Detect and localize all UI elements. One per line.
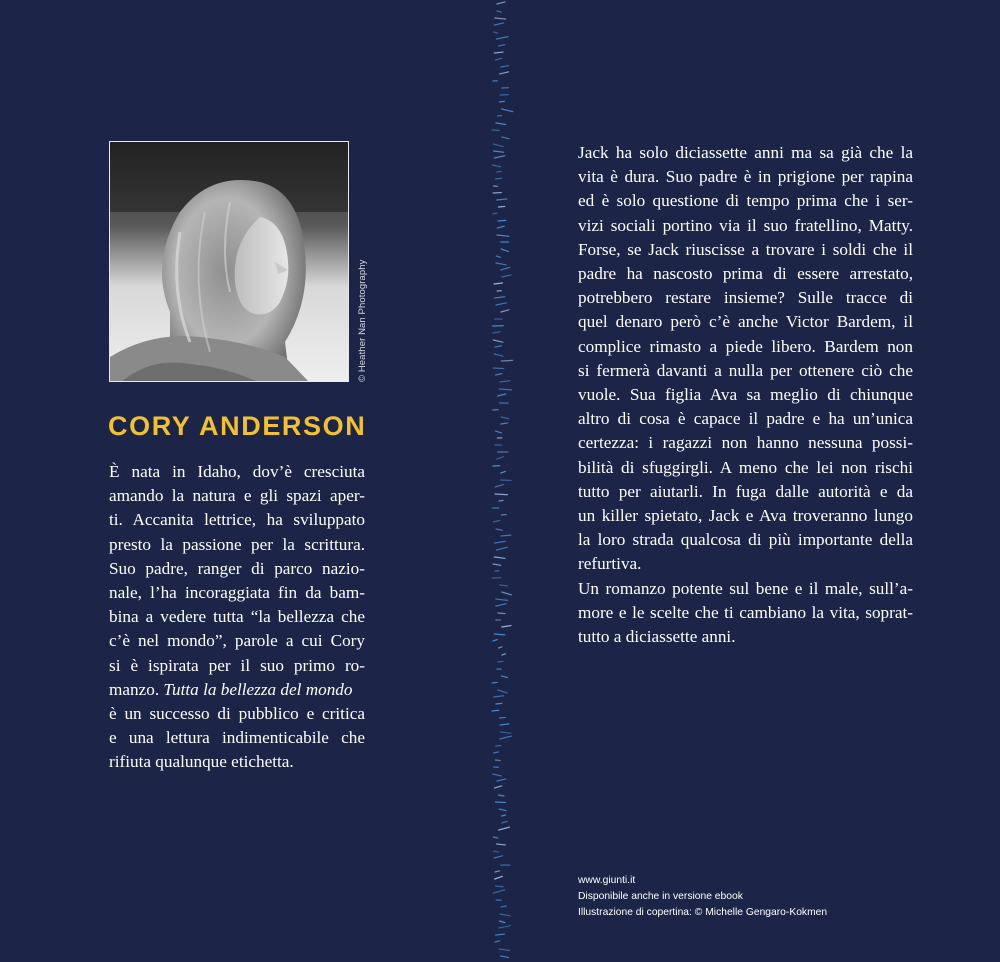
spine-stitch xyxy=(494,32,498,33)
blurb-line: vita è dura. Suo padre è in prigione per rapina xyxy=(578,167,913,187)
spine-stitch xyxy=(500,72,509,74)
spine-stitch xyxy=(496,37,508,39)
spine-stitch xyxy=(495,941,500,942)
spine-stitch xyxy=(497,547,507,550)
spine-stitch xyxy=(496,303,507,305)
spine-stitch xyxy=(499,647,502,648)
blurb-line: Jack ha solo diciassette anni ma sa già che la xyxy=(578,143,913,162)
spine-stitch xyxy=(496,886,503,887)
spine-stitch xyxy=(494,752,499,753)
spine-stitch xyxy=(495,494,507,495)
spine-stitch xyxy=(500,732,510,733)
spine-stitch xyxy=(498,206,504,207)
spine-stitch xyxy=(493,640,497,641)
spine-stitch xyxy=(499,926,510,928)
spine-stitch xyxy=(496,178,502,179)
author-bio xyxy=(109,460,365,775)
spine-stitch xyxy=(500,585,508,586)
spine-stitch xyxy=(499,949,509,951)
spine-stitch xyxy=(499,500,503,501)
spine-stitch xyxy=(494,151,504,152)
spine-stitch xyxy=(493,340,503,342)
spine-stitch xyxy=(500,914,510,916)
spine-stitch xyxy=(499,827,510,830)
spine-stitch xyxy=(494,156,505,158)
spine-stitch xyxy=(499,45,505,46)
spine-stitch xyxy=(501,417,508,419)
spine-stitch xyxy=(499,101,504,102)
book-title: Tutta la bellezza del mondo xyxy=(163,679,353,699)
spine-stitch xyxy=(501,310,509,312)
blurb-line: potrebbero restare insieme? Sulle tracce di xyxy=(578,288,913,308)
spine-stitch xyxy=(494,856,503,858)
spine-stitch xyxy=(497,199,507,200)
spine-stitch xyxy=(496,604,506,606)
spine-stitch xyxy=(496,374,502,375)
spine-stitch xyxy=(496,431,502,433)
spine-stitch xyxy=(496,703,502,704)
spine-stitch xyxy=(497,226,504,228)
ebook-note: Disponibile anche in versione ebook xyxy=(578,891,743,902)
blurb-line: si fermerà davanti a nulla per ottenere ciò che xyxy=(578,360,913,380)
bio-line: e una lettura indimenticabile che xyxy=(109,728,365,748)
spine-stitch xyxy=(499,921,505,923)
blurb-line: bilità di sfuggirgli. A meno che lei non rischi xyxy=(578,457,913,477)
bio-line: amando la natura e gli spazi aper- xyxy=(109,486,365,506)
spine-stitch xyxy=(502,654,505,655)
blurb-line: padre ha nascosto prima di essere arrestato, xyxy=(578,264,913,284)
spine-stitch xyxy=(497,235,509,236)
blurb-line: complice rimasto a piede libero. Bardem non xyxy=(578,336,913,356)
spine-stitch xyxy=(497,779,506,781)
spine-stitch xyxy=(494,354,503,356)
bio-line: bina a vedere tutta “la bellezza che xyxy=(109,607,365,627)
spine-stitch xyxy=(502,109,513,112)
bio-line: è un successo di pubblico e critica xyxy=(109,704,365,724)
spine-stitch xyxy=(496,123,506,124)
spine-stitch xyxy=(501,906,506,907)
bio-line: rifiuta qualunque etichetta. xyxy=(109,752,294,772)
blurb-line: Un romanzo potente sul bene e il male, sull’a- xyxy=(578,578,913,598)
spine-stitch xyxy=(495,876,503,879)
spine-stitch xyxy=(496,58,502,60)
author-photo xyxy=(109,141,349,382)
spine-stitch xyxy=(497,171,501,172)
spine-stitch xyxy=(499,795,504,796)
blurb-line: tutto a diciassette anni. xyxy=(578,627,736,647)
spine-stitch xyxy=(498,394,506,396)
spine-stitch xyxy=(493,890,504,893)
spine-stitch xyxy=(494,297,504,298)
spine-stitch xyxy=(501,956,509,958)
spine-stitch xyxy=(494,786,501,788)
spine-stitch xyxy=(497,457,504,459)
spine-stitch xyxy=(493,213,497,214)
bio-line: presto la passione per la scrittura. xyxy=(109,534,365,554)
spine-stitch xyxy=(500,381,510,382)
spine-stitch xyxy=(495,934,504,935)
spine-stitch xyxy=(497,2,505,4)
spine-stitch xyxy=(492,165,500,167)
spine-stitch xyxy=(495,760,500,761)
spine-stitch xyxy=(494,557,505,558)
book-blurb xyxy=(578,141,913,649)
spine-stitch xyxy=(496,599,508,600)
spine-stitch xyxy=(492,710,499,711)
author-name: CORY ANDERSON xyxy=(108,411,367,441)
blurb-line: ed è solo questione di tempo prima che i ser- xyxy=(578,191,913,211)
spine-stitch xyxy=(493,368,503,369)
spine-stitch xyxy=(494,696,504,697)
blurb-line: tutto per aiutarli. In fuga dalle autorità e da xyxy=(578,481,913,501)
bio-line: si è ispirata per il suo primo ro- xyxy=(109,655,365,675)
spine-stitch xyxy=(494,52,503,53)
spine-stitch xyxy=(495,485,503,487)
spine-stitch xyxy=(501,267,510,270)
bio-line: c’è nel mondo”, parole a cui Cory xyxy=(109,631,365,651)
spine-stitch xyxy=(502,815,506,816)
spine-stitch xyxy=(501,249,508,252)
blurb-line: la loro strada qualcosa di più importante della xyxy=(578,530,913,550)
spine-stitch xyxy=(494,851,499,852)
spine-stitch xyxy=(498,613,505,614)
spine-stitch xyxy=(497,844,506,845)
spine-stitch xyxy=(493,520,499,522)
spine-stitch xyxy=(498,661,503,662)
photo-credit: © Heather Nan Photography xyxy=(357,259,368,382)
spine-stitch xyxy=(494,634,504,635)
spine-stitch xyxy=(496,263,506,265)
spine-stitch xyxy=(498,220,506,221)
spine-stitch xyxy=(502,275,511,277)
spine-stitch xyxy=(501,66,509,67)
spine-stitch xyxy=(496,256,500,257)
spine-stitch xyxy=(499,389,512,390)
spine-stitch xyxy=(493,774,502,776)
blurb-line: more e le scelte che ti cambiano la vita, soprat- xyxy=(578,602,913,622)
blurb-line: un killer spietato, Jack e Ava troveranno lungo xyxy=(578,506,913,526)
spine-stitch xyxy=(495,346,502,347)
spine-stitch xyxy=(500,736,512,739)
spine-stitch xyxy=(493,332,500,333)
spine-stitch xyxy=(495,18,506,19)
blurb-line: vizi sociali portino via il suo fratellino, Matty. xyxy=(578,215,913,235)
spine-stitch xyxy=(492,682,497,683)
spine-stitch xyxy=(496,529,502,530)
spine-stitch xyxy=(502,821,507,823)
author-portrait-image xyxy=(110,142,349,382)
spine-stitch xyxy=(501,535,511,536)
spine-stitch xyxy=(500,717,506,718)
bio-line: nale, l’ha incoraggiata fin da bam- xyxy=(109,583,365,603)
bio-line: È nata in Idaho, dov’è cresciuta xyxy=(109,462,365,481)
blurb-line: certezza: i ragazzi non hanno nessuna possi- xyxy=(578,433,913,453)
spine-stitch xyxy=(501,471,506,473)
spine-stitch xyxy=(493,144,503,147)
blurb-line: Forse, se Jack riuscisse a trovare i soldi che il xyxy=(578,239,913,259)
publisher-footer xyxy=(578,873,827,921)
bio-line xyxy=(109,678,365,702)
blurb-line: altro di cosa è capace il padre e ha un’unica xyxy=(578,409,913,429)
spine-stitch xyxy=(495,871,500,872)
spine-stitch xyxy=(501,360,512,361)
bio-line: Suo padre, ranger di parco nazio- xyxy=(109,558,365,578)
blurb-line: vuole. Sua figlia Ava sa meglio di chiunque xyxy=(578,385,913,405)
spine-stitch xyxy=(501,676,507,678)
blurb-line: quel denaro però c’è anche Victor Bardem, il xyxy=(578,312,913,332)
spine-stitch xyxy=(502,626,511,627)
spine-stitch xyxy=(494,23,503,25)
bio-line-start: manzo. xyxy=(109,679,160,699)
spine-stitch xyxy=(501,423,508,424)
spine-stitch xyxy=(499,809,506,811)
spine-stitch xyxy=(497,11,501,12)
spine-stitch xyxy=(502,137,509,139)
spine-stitch xyxy=(494,283,503,284)
publisher-website: www.giunti.it xyxy=(578,875,636,886)
spine-pattern xyxy=(470,0,530,962)
spine-stitch xyxy=(493,564,501,565)
spine-stitch xyxy=(498,690,507,693)
blurb-line: refurtiva. xyxy=(578,554,642,574)
bio-line: ti. Accanita lettrice, ha sviluppato xyxy=(109,510,365,530)
spine-stitch xyxy=(502,592,512,595)
cover-credit: Illustrazione di copertina: © Michelle Gengaro-Kokmen xyxy=(578,907,828,918)
spine-stitch xyxy=(495,541,506,543)
spine-stitch xyxy=(493,837,498,838)
spine-stitch xyxy=(500,724,509,725)
